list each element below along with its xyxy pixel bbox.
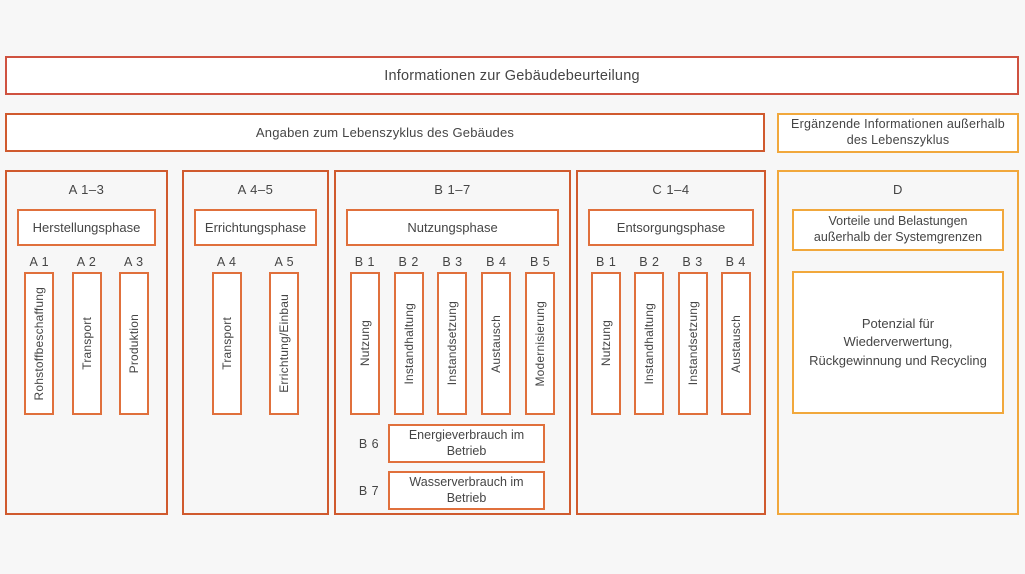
module-label: Modernisierung (533, 300, 548, 387)
module-a4 (212, 252, 242, 415)
phase-box-errichtungsphase (194, 209, 317, 246)
module-code: B 1 (596, 255, 617, 269)
module-label: Energieverbrauch im Betrieb (408, 427, 525, 458)
module-code: B 1 (354, 255, 375, 269)
module-label: Wasserverbrauch im Betrieb (409, 474, 524, 505)
module-box (721, 272, 751, 415)
module-code: A 4 (216, 255, 237, 269)
column-c1-4-id: C 1–4 (652, 182, 690, 197)
module-box (119, 272, 149, 415)
module-code: B 7 (358, 483, 380, 498)
module-label: Produktion (126, 313, 141, 374)
module-box (269, 272, 299, 415)
module-box (24, 272, 54, 415)
module-b3 (437, 252, 467, 415)
module-code: B 2 (398, 255, 419, 269)
module-code: B 4 (486, 255, 507, 269)
column-c1-4 (576, 170, 766, 515)
module-c2 (634, 252, 664, 415)
modules-b1-5 (336, 252, 569, 415)
module-a1 (24, 252, 54, 415)
modules-a1-3 (7, 252, 166, 415)
column-d-id: D (893, 182, 903, 197)
lifecycle-banner-label: Angaben zum Lebenszyklus des Gebäudes (255, 125, 515, 140)
column-a1-3 (5, 170, 168, 515)
phase-label: Errichtungsphase (204, 220, 307, 235)
supplementary-banner (777, 113, 1019, 153)
title-banner (5, 56, 1019, 95)
extra-row-b6 (350, 424, 545, 463)
supplementary-banner-label: Ergänzende Informationen außerhalb des Lebenszyklus (791, 117, 1005, 147)
module-label: Nutzung (599, 320, 614, 367)
module-box (212, 272, 242, 415)
module-label: Transport (219, 317, 234, 370)
modules-a4-5 (184, 252, 327, 415)
module-c1 (591, 252, 621, 415)
module-a3 (119, 252, 149, 415)
extra-rows-b6-b7 (350, 424, 545, 510)
benefits-label: Vorteile und Belastungen außerhalb der Systemgrenzen (813, 214, 983, 244)
column-a4-5 (182, 170, 329, 515)
module-box (634, 272, 664, 415)
module-box (481, 272, 511, 415)
column-a4-5-id: A 4–5 (237, 182, 274, 197)
module-a2 (72, 252, 102, 415)
module-box (388, 471, 545, 510)
module-label: Instandsetzung (445, 301, 460, 386)
lifecycle-banner (5, 113, 765, 152)
module-label: Nutzung (357, 320, 372, 367)
benefits-box (792, 209, 1004, 251)
phase-label: Nutzungsphase (407, 220, 498, 235)
module-code: A 1 (29, 255, 50, 269)
module-c4 (721, 252, 751, 415)
module-box (388, 424, 545, 463)
module-box (525, 272, 555, 415)
module-label: Rohstoffbeschaffung (32, 286, 47, 401)
module-label: Errichtung/Einbau (277, 294, 292, 393)
module-label: Instandhaltung (401, 302, 416, 385)
page-title: Informationen zur Gebäudebeurteilung (384, 67, 640, 84)
module-box (350, 272, 380, 415)
module-b5 (525, 252, 555, 415)
module-label: Instandhaltung (642, 302, 657, 385)
module-code: A 3 (123, 255, 144, 269)
potential-label: Potenzial für Wiederverwertung, Rückgewinnung und Recycling (809, 316, 987, 368)
modules-c1-4 (578, 252, 764, 415)
module-c3 (678, 252, 708, 415)
module-code: B 3 (682, 255, 703, 269)
module-label: Austausch (489, 314, 504, 373)
module-code: B 5 (530, 255, 551, 269)
phase-box-entsorgungsphase (588, 209, 754, 246)
module-b4 (481, 252, 511, 415)
column-b1-7-id: B 1–7 (434, 182, 471, 197)
module-label: Transport (79, 317, 94, 370)
module-label: Austausch (728, 314, 743, 373)
module-b2 (394, 252, 424, 415)
phase-box-nutzungsphase (346, 209, 559, 246)
potential-box (792, 271, 1004, 414)
module-box (678, 272, 708, 415)
column-a1-3-id: A 1–3 (68, 182, 105, 197)
phase-label: Herstellungsphase (32, 220, 141, 235)
module-box (72, 272, 102, 415)
module-code: A 2 (76, 255, 97, 269)
module-code: A 5 (274, 255, 295, 269)
module-code: B 4 (725, 255, 746, 269)
module-b1 (350, 252, 380, 415)
phase-label: Entsorgungsphase (616, 220, 726, 235)
module-code: B 2 (639, 255, 660, 269)
module-code: B 3 (442, 255, 463, 269)
module-code: B 6 (358, 436, 380, 451)
phase-box-herstellungsphase (17, 209, 156, 246)
module-box (394, 272, 424, 415)
module-box (591, 272, 621, 415)
module-a5 (269, 252, 299, 415)
module-box (437, 272, 467, 415)
module-label: Instandsetzung (685, 301, 700, 386)
column-b1-7 (334, 170, 571, 515)
extra-row-b7 (350, 471, 545, 510)
column-d (777, 170, 1019, 515)
